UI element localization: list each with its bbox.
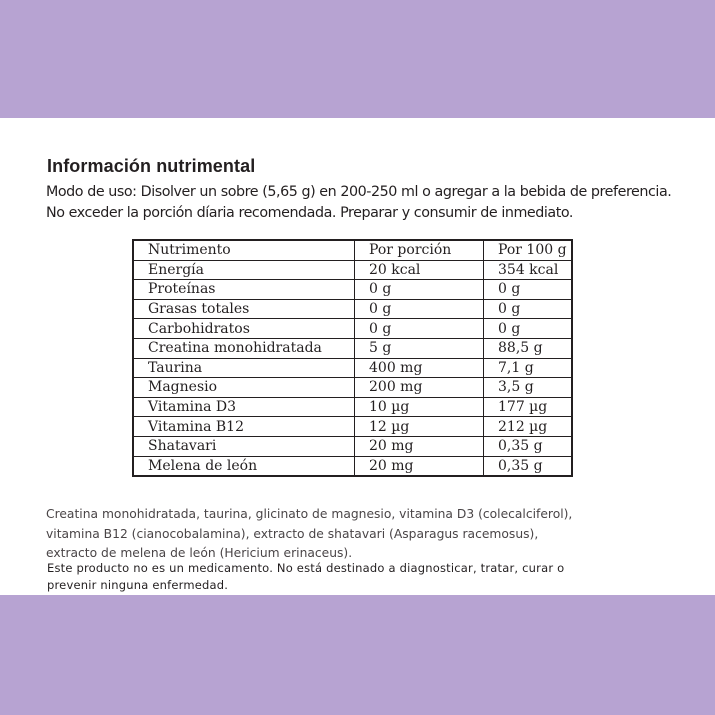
table-row [133, 378, 572, 398]
table-row [133, 319, 572, 339]
table-row [133, 436, 572, 456]
table-row [133, 280, 572, 300]
column-header-per-serving: Por porción [355, 240, 484, 260]
per-serving-value: 0 g [355, 280, 484, 300]
table-row [133, 260, 572, 280]
nutrient-name: Energía [133, 260, 355, 280]
nutrient-name: Grasas totales [133, 299, 355, 319]
ingredients-line: extracto de melena de león (Hericium erinaceus). [46, 546, 353, 560]
table-row [133, 417, 572, 437]
table-row [133, 299, 572, 319]
usage-line: Modo de uso: Disolver un sobre (5,65 g) en 200-250 ml o agregar a la bebida de preferencia. [46, 184, 672, 200]
table-header-row [133, 240, 572, 260]
per-100g-value: 88,5 g [484, 338, 573, 358]
per-serving-value: 10 µg [355, 397, 484, 417]
per-100g-value: 212 µg [484, 417, 573, 437]
usage-instructions [46, 182, 686, 224]
table-row [133, 358, 572, 378]
disclaimer [47, 560, 687, 594]
table-row [133, 338, 572, 358]
label-content [0, 118, 715, 595]
column-header-per-100g: Por 100 g [484, 240, 573, 260]
column-header-nutrient: Nutrimento [133, 240, 355, 260]
per-100g-value: 0,35 g [484, 456, 573, 476]
usage-line: No exceder la porción díaria recomendada. Preparar y consumir de inmediato. [46, 205, 574, 221]
disclaimer-line: Este producto no es un medicamento. No está destinado a diagnosticar, tratar, curar o [47, 561, 565, 575]
nutrition-table [132, 239, 573, 477]
bottom-color-band [0, 595, 715, 715]
nutrient-name: Magnesio [133, 378, 355, 398]
ingredients-line: vitamina B12 (cianocobalamina), extracto de shatavari (Asparagus racemosus), [46, 526, 539, 541]
per-100g-value: 3,5 g [484, 378, 573, 398]
nutrient-name: Melena de león [148, 457, 258, 474]
per-100g-value: 177 µg [484, 397, 573, 417]
per-serving-value: 12 µg [355, 417, 484, 437]
per-serving-value: 20 kcal [355, 260, 484, 280]
per-100g-value: 0 g [484, 319, 573, 339]
nutrient-name: Proteínas [133, 280, 355, 300]
nutrient-name: Vitamina B12 [133, 417, 355, 437]
nutrient-name: Vitamina D3 [133, 397, 355, 417]
table-row [133, 397, 572, 417]
ingredients-line: Creatina monohidratada, taurina, glicinato de magnesio, vitamina D3 (colecalciferol), [46, 507, 573, 521]
per-serving-value: 200 mg [355, 378, 484, 398]
per-serving-value: 20 mg [355, 456, 484, 476]
per-serving-value: 5 g [355, 338, 484, 358]
ingredients-list [46, 505, 686, 564]
per-serving-value: 400 mg [355, 358, 484, 378]
disclaimer-line: prevenir ninguna enfermedad. [47, 578, 229, 592]
nutrient-name: Carbohidratos [133, 319, 355, 339]
per-serving-value: 0 g [355, 319, 484, 339]
nutrient-name: Creatina monohidratada [133, 338, 355, 358]
per-100g-value: 0 g [484, 299, 573, 319]
top-color-band [0, 0, 715, 118]
per-serving-value: 0 g [355, 299, 484, 319]
per-100g-value: 0 g [484, 280, 573, 300]
per-serving-value: 20 mg [355, 436, 484, 456]
page-title: Información nutrimental [47, 156, 256, 176]
per-100g-value: 7,1 g [484, 358, 573, 378]
nutrient-name: Shatavari [133, 436, 355, 456]
table-row [133, 456, 572, 476]
nutrient-name: Taurina [133, 358, 355, 378]
per-100g-value: 0,35 g [484, 436, 573, 456]
per-100g-value: 354 kcal [484, 260, 573, 280]
